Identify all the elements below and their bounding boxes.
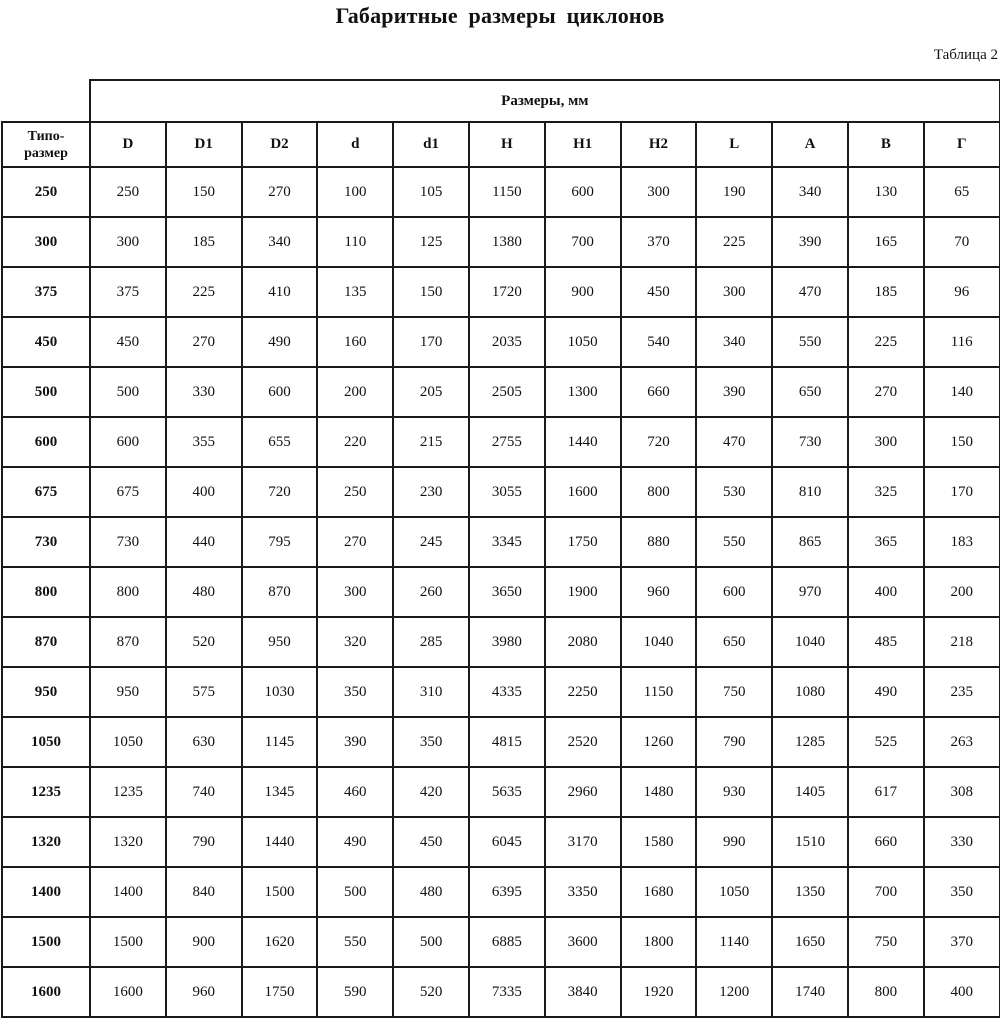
table-cell: 1400 bbox=[90, 867, 166, 917]
size-cell: 1600 bbox=[2, 967, 90, 1017]
table-cell: 3345 bbox=[469, 517, 545, 567]
table-cell: 300 bbox=[696, 267, 772, 317]
table-cell: 1900 bbox=[545, 567, 621, 617]
table-cell: 1405 bbox=[772, 767, 848, 817]
table-cell: 200 bbox=[317, 367, 393, 417]
table-cell: 600 bbox=[696, 567, 772, 617]
table-cell: 400 bbox=[848, 567, 924, 617]
table-cell: 308 bbox=[924, 767, 1000, 817]
table-cell: 390 bbox=[772, 217, 848, 267]
table-cell: 990 bbox=[696, 817, 772, 867]
column-header-12: Г bbox=[924, 122, 1000, 167]
table-cell: 330 bbox=[166, 367, 242, 417]
table-cell: 300 bbox=[848, 417, 924, 467]
table-cell: 410 bbox=[242, 267, 318, 317]
table-row bbox=[2, 367, 1000, 417]
table-cell: 190 bbox=[696, 167, 772, 217]
table-cell: 1300 bbox=[545, 367, 621, 417]
table-cell: 1320 bbox=[90, 817, 166, 867]
table-cell: 205 bbox=[393, 367, 469, 417]
table-cell: 400 bbox=[166, 467, 242, 517]
table-cell: 150 bbox=[166, 167, 242, 217]
table-cell: 355 bbox=[166, 417, 242, 467]
table-cell: 900 bbox=[545, 267, 621, 317]
table-cell: 4335 bbox=[469, 667, 545, 717]
table-cell: 1050 bbox=[90, 717, 166, 767]
table-cell: 660 bbox=[848, 817, 924, 867]
table-cell: 3600 bbox=[545, 917, 621, 967]
table-cell: 1440 bbox=[545, 417, 621, 467]
size-cell: 450 bbox=[2, 317, 90, 367]
size-cell: 1500 bbox=[2, 917, 90, 967]
table-cell: 525 bbox=[848, 717, 924, 767]
table-cell: 1800 bbox=[621, 917, 697, 967]
table-cell: 1285 bbox=[772, 717, 848, 767]
table-row bbox=[2, 467, 1000, 517]
table-row bbox=[2, 317, 1000, 367]
table-cell: 2960 bbox=[545, 767, 621, 817]
table-body bbox=[2, 167, 1000, 1017]
table-cell: 1750 bbox=[242, 967, 318, 1017]
table-cell: 790 bbox=[166, 817, 242, 867]
table-cell: 420 bbox=[393, 767, 469, 817]
table-cell: 865 bbox=[772, 517, 848, 567]
table-cell: 960 bbox=[621, 567, 697, 617]
table-cell: 450 bbox=[621, 267, 697, 317]
table-cell: 6395 bbox=[469, 867, 545, 917]
size-cell: 300 bbox=[2, 217, 90, 267]
table-cell: 135 bbox=[317, 267, 393, 317]
table-cell: 520 bbox=[393, 967, 469, 1017]
table-cell: 1140 bbox=[696, 917, 772, 967]
table-cell: 700 bbox=[848, 867, 924, 917]
table-cell: 230 bbox=[393, 467, 469, 517]
table-cell: 590 bbox=[317, 967, 393, 1017]
size-cell: 250 bbox=[2, 167, 90, 217]
table-cell: 150 bbox=[924, 417, 1000, 467]
table-cell: 220 bbox=[317, 417, 393, 467]
column-header-10: A bbox=[772, 122, 848, 167]
size-cell: 375 bbox=[2, 267, 90, 317]
table-cell: 2755 bbox=[469, 417, 545, 467]
table-cell: 3980 bbox=[469, 617, 545, 667]
table-cell: 130 bbox=[848, 167, 924, 217]
table-cell: 450 bbox=[393, 817, 469, 867]
table-cell: 675 bbox=[90, 467, 166, 517]
table-cell: 100 bbox=[317, 167, 393, 217]
column-header-row bbox=[2, 122, 1000, 167]
column-header-11: B bbox=[848, 122, 924, 167]
table-cell: 480 bbox=[393, 867, 469, 917]
table-cell: 1580 bbox=[621, 817, 697, 867]
table-cell: 2250 bbox=[545, 667, 621, 717]
table-cell: 730 bbox=[90, 517, 166, 567]
column-header-8: H2 bbox=[621, 122, 697, 167]
table-cell: 630 bbox=[166, 717, 242, 767]
table-row bbox=[2, 967, 1000, 1017]
table-cell: 750 bbox=[848, 917, 924, 967]
column-header-1: D bbox=[90, 122, 166, 167]
table-cell: 930 bbox=[696, 767, 772, 817]
table-cell: 263 bbox=[924, 717, 1000, 767]
table-cell: 550 bbox=[317, 917, 393, 967]
table-cell: 325 bbox=[848, 467, 924, 517]
table-cell: 3840 bbox=[545, 967, 621, 1017]
table-cell: 1510 bbox=[772, 817, 848, 867]
table-cell: 740 bbox=[166, 767, 242, 817]
size-cell: 730 bbox=[2, 517, 90, 567]
table-cell: 1750 bbox=[545, 517, 621, 567]
table-cell: 105 bbox=[393, 167, 469, 217]
table-cell: 460 bbox=[317, 767, 393, 817]
table-cell: 140 bbox=[924, 367, 1000, 417]
table-cell: 370 bbox=[924, 917, 1000, 967]
dimensions-group-header: Размеры, мм bbox=[90, 80, 1000, 122]
table-cell: 950 bbox=[242, 617, 318, 667]
table-cell: 250 bbox=[317, 467, 393, 517]
table-cell: 340 bbox=[772, 167, 848, 217]
table-cell: 1235 bbox=[90, 767, 166, 817]
table-cell: 490 bbox=[848, 667, 924, 717]
table-cell: 1720 bbox=[469, 267, 545, 317]
table-cell: 270 bbox=[317, 517, 393, 567]
table-cell: 185 bbox=[848, 267, 924, 317]
table-cell: 550 bbox=[696, 517, 772, 567]
table-cell: 470 bbox=[696, 417, 772, 467]
table-cell: 870 bbox=[90, 617, 166, 667]
table-cell: 575 bbox=[166, 667, 242, 717]
column-header-7: H1 bbox=[545, 122, 621, 167]
table-cell: 300 bbox=[317, 567, 393, 617]
table-cell: 1600 bbox=[90, 967, 166, 1017]
table-cell: 235 bbox=[924, 667, 1000, 717]
table-cell: 720 bbox=[242, 467, 318, 517]
table-cell: 310 bbox=[393, 667, 469, 717]
table-row bbox=[2, 417, 1000, 467]
column-header-9: L bbox=[696, 122, 772, 167]
table-cell: 1740 bbox=[772, 967, 848, 1017]
table-cell: 1600 bbox=[545, 467, 621, 517]
table-cell: 260 bbox=[393, 567, 469, 617]
column-header-4: d bbox=[317, 122, 393, 167]
table-cell: 1440 bbox=[242, 817, 318, 867]
table-cell: 370 bbox=[621, 217, 697, 267]
table-cell: 110 bbox=[317, 217, 393, 267]
page-title: Габаритные размеры циклонов bbox=[335, 3, 665, 28]
table-cell: 6885 bbox=[469, 917, 545, 967]
table-cell: 450 bbox=[90, 317, 166, 367]
table-cell: 116 bbox=[924, 317, 1000, 367]
table-cell: 320 bbox=[317, 617, 393, 667]
table-cell: 3350 bbox=[545, 867, 621, 917]
table-cell: 970 bbox=[772, 567, 848, 617]
size-cell: 950 bbox=[2, 667, 90, 717]
table-cell: 480 bbox=[166, 567, 242, 617]
table-cell: 330 bbox=[924, 817, 1000, 867]
size-cell: 500 bbox=[2, 367, 90, 417]
table-cell: 350 bbox=[924, 867, 1000, 917]
table-cell: 1345 bbox=[242, 767, 318, 817]
table-row bbox=[2, 867, 1000, 917]
table-cell: 270 bbox=[166, 317, 242, 367]
group-header-row bbox=[2, 80, 1000, 122]
size-column-header: Типо- размер bbox=[2, 122, 90, 167]
table-cell: 4815 bbox=[469, 717, 545, 767]
table-cell: 150 bbox=[393, 267, 469, 317]
table-cell: 170 bbox=[393, 317, 469, 367]
size-cell: 600 bbox=[2, 417, 90, 467]
column-header-2: D1 bbox=[166, 122, 242, 167]
table-cell: 600 bbox=[242, 367, 318, 417]
table-cell: 3170 bbox=[545, 817, 621, 867]
table-cell: 160 bbox=[317, 317, 393, 367]
table-cell: 375 bbox=[90, 267, 166, 317]
table-cell: 600 bbox=[545, 167, 621, 217]
table-cell: 183 bbox=[924, 517, 1000, 567]
table-cell: 617 bbox=[848, 767, 924, 817]
table-cell: 225 bbox=[848, 317, 924, 367]
table-cell: 1050 bbox=[696, 867, 772, 917]
table-cell: 500 bbox=[90, 367, 166, 417]
table-cell: 600 bbox=[90, 417, 166, 467]
table-cell: 365 bbox=[848, 517, 924, 567]
table-row bbox=[2, 917, 1000, 967]
column-header-6: H bbox=[469, 122, 545, 167]
table-cell: 800 bbox=[848, 967, 924, 1017]
table-cell: 520 bbox=[166, 617, 242, 667]
table-cell: 840 bbox=[166, 867, 242, 917]
table-row bbox=[2, 817, 1000, 867]
table-cell: 470 bbox=[772, 267, 848, 317]
table-cell: 2505 bbox=[469, 367, 545, 417]
table-cell: 1500 bbox=[90, 917, 166, 967]
table-cell: 1500 bbox=[242, 867, 318, 917]
table-cell: 6045 bbox=[469, 817, 545, 867]
table-cell: 2035 bbox=[469, 317, 545, 367]
table-cell: 530 bbox=[696, 467, 772, 517]
table-row bbox=[2, 517, 1000, 567]
table-cell: 810 bbox=[772, 467, 848, 517]
table-cell: 1080 bbox=[772, 667, 848, 717]
table-cell: 250 bbox=[90, 167, 166, 217]
table-row bbox=[2, 567, 1000, 617]
table-cell: 300 bbox=[621, 167, 697, 217]
table-cell: 185 bbox=[166, 217, 242, 267]
table-row bbox=[2, 217, 1000, 267]
table-cell: 1200 bbox=[696, 967, 772, 1017]
table-cell: 340 bbox=[242, 217, 318, 267]
table-cell: 440 bbox=[166, 517, 242, 567]
size-cell: 800 bbox=[2, 567, 90, 617]
table-cell: 1150 bbox=[621, 667, 697, 717]
table-cell: 1145 bbox=[242, 717, 318, 767]
table-row bbox=[2, 617, 1000, 667]
table-cell: 490 bbox=[317, 817, 393, 867]
table-cell: 800 bbox=[90, 567, 166, 617]
table-cell: 5635 bbox=[469, 767, 545, 817]
table-cell: 215 bbox=[393, 417, 469, 467]
table-cell: 1040 bbox=[772, 617, 848, 667]
table-cell: 125 bbox=[393, 217, 469, 267]
table-cell: 1050 bbox=[545, 317, 621, 367]
table-cell: 1030 bbox=[242, 667, 318, 717]
table-row bbox=[2, 267, 1000, 317]
table-cell: 900 bbox=[166, 917, 242, 967]
table-cell: 218 bbox=[924, 617, 1000, 667]
table-cell: 950 bbox=[90, 667, 166, 717]
table-cell: 3055 bbox=[469, 467, 545, 517]
column-header-3: D2 bbox=[242, 122, 318, 167]
size-cell: 1320 bbox=[2, 817, 90, 867]
table-cell: 390 bbox=[317, 717, 393, 767]
table-cell: 2080 bbox=[545, 617, 621, 667]
table-cell: 790 bbox=[696, 717, 772, 767]
table-cell: 960 bbox=[166, 967, 242, 1017]
table-cell: 285 bbox=[393, 617, 469, 667]
size-cell: 675 bbox=[2, 467, 90, 517]
table-cell: 2520 bbox=[545, 717, 621, 767]
table-cell: 1260 bbox=[621, 717, 697, 767]
table-row bbox=[2, 767, 1000, 817]
table-cell: 3650 bbox=[469, 567, 545, 617]
table-cell: 795 bbox=[242, 517, 318, 567]
table-cell: 400 bbox=[924, 967, 1000, 1017]
table-cell: 1920 bbox=[621, 967, 697, 1017]
table-cell: 880 bbox=[621, 517, 697, 567]
size-cell: 1235 bbox=[2, 767, 90, 817]
table-cell: 245 bbox=[393, 517, 469, 567]
table-cell: 1620 bbox=[242, 917, 318, 967]
table-cell: 300 bbox=[90, 217, 166, 267]
corner-cell bbox=[2, 80, 90, 122]
table-cell: 660 bbox=[621, 367, 697, 417]
table-cell: 1650 bbox=[772, 917, 848, 967]
column-header-5: d1 bbox=[393, 122, 469, 167]
table-cell: 485 bbox=[848, 617, 924, 667]
table-cell: 650 bbox=[696, 617, 772, 667]
table-cell: 550 bbox=[772, 317, 848, 367]
table-cell: 165 bbox=[848, 217, 924, 267]
table-cell: 1350 bbox=[772, 867, 848, 917]
table-cell: 1380 bbox=[469, 217, 545, 267]
table-cell: 200 bbox=[924, 567, 1000, 617]
table-cell: 500 bbox=[317, 867, 393, 917]
table-cell: 700 bbox=[545, 217, 621, 267]
table-cell: 490 bbox=[242, 317, 318, 367]
table-cell: 655 bbox=[242, 417, 318, 467]
table-cell: 500 bbox=[393, 917, 469, 967]
table-cell: 720 bbox=[621, 417, 697, 467]
table-cell: 170 bbox=[924, 467, 1000, 517]
table-cell: 650 bbox=[772, 367, 848, 417]
table-cell: 540 bbox=[621, 317, 697, 367]
table-cell: 870 bbox=[242, 567, 318, 617]
table-cell: 225 bbox=[696, 217, 772, 267]
table-number-label: Таблица 2 bbox=[933, 47, 998, 63]
table-cell: 7335 bbox=[469, 967, 545, 1017]
table-cell: 270 bbox=[848, 367, 924, 417]
table-cell: 800 bbox=[621, 467, 697, 517]
table-cell: 730 bbox=[772, 417, 848, 467]
table-cell: 350 bbox=[317, 667, 393, 717]
size-cell: 1050 bbox=[2, 717, 90, 767]
table-cell: 225 bbox=[166, 267, 242, 317]
table-cell: 1150 bbox=[469, 167, 545, 217]
table-cell: 270 bbox=[242, 167, 318, 217]
table-row bbox=[2, 667, 1000, 717]
table-cell: 340 bbox=[696, 317, 772, 367]
size-cell: 1400 bbox=[2, 867, 90, 917]
table-row bbox=[2, 167, 1000, 217]
table-cell: 1040 bbox=[621, 617, 697, 667]
table-cell: 750 bbox=[696, 667, 772, 717]
table-cell: 1680 bbox=[621, 867, 697, 917]
table-cell: 65 bbox=[924, 167, 1000, 217]
table-cell: 350 bbox=[393, 717, 469, 767]
table-cell: 70 bbox=[924, 217, 1000, 267]
size-cell: 870 bbox=[2, 617, 90, 667]
table-cell: 96 bbox=[924, 267, 1000, 317]
table-cell: 1480 bbox=[621, 767, 697, 817]
table-row bbox=[2, 717, 1000, 767]
table-cell: 390 bbox=[696, 367, 772, 417]
cyclone-dimensions-table bbox=[1, 79, 1000, 1018]
